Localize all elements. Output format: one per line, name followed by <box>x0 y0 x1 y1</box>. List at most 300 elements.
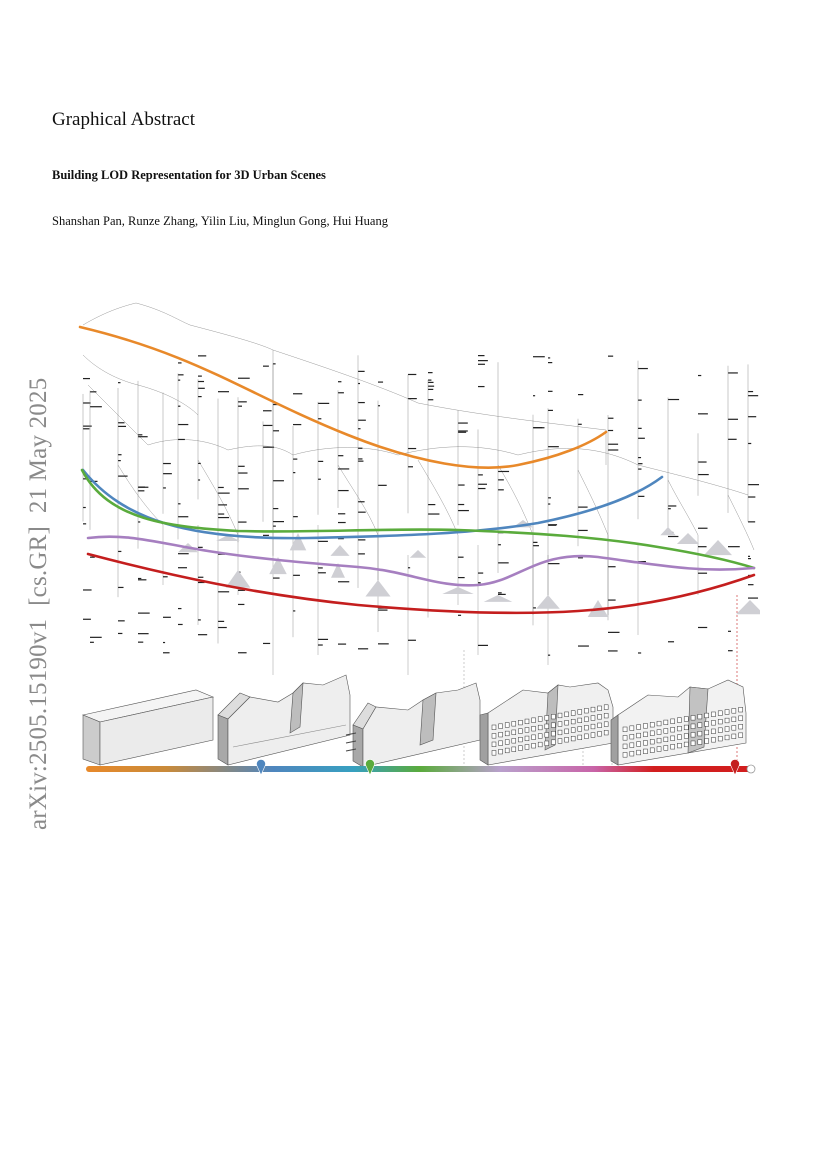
window <box>492 751 496 756</box>
window <box>637 725 641 730</box>
window <box>578 718 582 723</box>
leaf-tick <box>668 505 676 506</box>
leaf-tick <box>358 461 363 462</box>
window <box>565 737 569 742</box>
leaf-tick <box>293 575 300 576</box>
window <box>691 741 695 746</box>
window <box>725 735 729 740</box>
leaf-tick <box>428 386 434 387</box>
leaf-tick <box>458 422 468 423</box>
window <box>664 720 668 725</box>
leaf-tick <box>338 468 349 469</box>
leaf-tick <box>90 642 94 643</box>
window <box>518 737 522 742</box>
window <box>691 724 695 729</box>
lod-slider[interactable] <box>86 759 755 775</box>
lod-tree-figure <box>78 295 760 780</box>
leaf-tick <box>728 650 733 651</box>
leaf-tick <box>748 521 755 522</box>
leaf-tick <box>698 573 707 574</box>
leaf-tick <box>83 426 92 427</box>
leaf-tick <box>668 399 679 400</box>
lod-marker-pin[interactable] <box>731 759 740 775</box>
leaf-tick <box>478 474 483 475</box>
leaf-tick <box>533 542 537 543</box>
window <box>677 743 681 748</box>
leaf-tick <box>318 461 323 462</box>
leaf-tick <box>218 627 227 628</box>
window <box>571 711 575 716</box>
window <box>492 725 496 730</box>
leaf-tick <box>578 645 589 646</box>
window <box>578 727 582 732</box>
leaf-tick <box>263 643 270 644</box>
leaf-tick <box>238 652 247 653</box>
window <box>677 735 681 740</box>
leaf-tick <box>178 503 181 504</box>
window <box>684 734 688 739</box>
leaf-tick <box>118 454 122 455</box>
window <box>538 717 542 722</box>
window <box>711 720 715 725</box>
leaf-tick <box>748 416 756 417</box>
leaf-tick <box>318 639 328 640</box>
window <box>558 722 562 727</box>
leaf-tick <box>638 438 645 439</box>
leaf-tick <box>198 634 207 635</box>
leaf-cluster <box>365 580 390 596</box>
window <box>525 728 529 733</box>
leaf-cluster <box>484 595 513 602</box>
window <box>512 738 516 743</box>
window <box>705 722 709 727</box>
window <box>739 733 743 738</box>
leaf-tick <box>533 607 536 608</box>
window <box>684 725 688 730</box>
window <box>677 726 681 731</box>
author-list: Shanshan Pan, Runze Zhang, Yilin Liu, Minglun Gong, Hui Huang <box>52 214 388 228</box>
leaf-tick <box>338 581 349 582</box>
window <box>623 727 627 732</box>
window <box>718 736 722 741</box>
leaf-tick <box>578 424 582 425</box>
leaf-tick <box>548 497 551 498</box>
leaf-tick <box>90 391 96 392</box>
window <box>584 708 588 713</box>
leaf-tick <box>498 489 504 490</box>
window <box>598 731 602 736</box>
leaf-tick <box>118 551 121 552</box>
leaf-tick <box>548 362 552 363</box>
leaf-tick <box>728 419 738 420</box>
window <box>545 724 549 729</box>
leaf-tick <box>498 471 509 472</box>
window <box>492 742 496 747</box>
leaf-tick <box>293 472 295 473</box>
window <box>630 726 634 731</box>
leaf-cluster <box>410 550 426 558</box>
leaf-tick <box>748 395 758 396</box>
leaf-tick <box>238 401 247 402</box>
leaf-tick <box>358 371 365 372</box>
leaf-tick <box>698 413 708 414</box>
leaf-tick <box>378 381 383 382</box>
leaf-tick <box>218 513 224 514</box>
leaf-tick <box>498 479 504 480</box>
leaf-tick <box>178 608 181 609</box>
leaf-tick <box>138 579 146 580</box>
leaf-tick <box>83 428 89 429</box>
leaf-tick <box>668 641 674 642</box>
leaf-tick <box>458 430 468 431</box>
leaf-tick <box>458 557 464 558</box>
leaf-tick <box>498 592 502 593</box>
leaf-tick <box>293 393 302 394</box>
window <box>505 740 509 745</box>
building-lod-models <box>83 675 746 767</box>
leaf-cluster <box>704 540 732 555</box>
leaf-tick <box>178 424 188 425</box>
leaf-tick <box>498 594 506 595</box>
window <box>643 732 647 737</box>
leaf-tick <box>198 463 201 464</box>
leaf-tick <box>178 516 188 517</box>
leaf-tick <box>218 504 227 505</box>
leaf-tick <box>318 418 321 419</box>
lod-marker-pin[interactable] <box>257 759 266 775</box>
leaf-cluster <box>442 587 473 594</box>
window <box>637 733 641 738</box>
leaf-tick <box>318 572 326 573</box>
leaf-tick <box>138 633 149 634</box>
leaf-tick <box>358 553 365 554</box>
leaf-tick <box>138 613 150 614</box>
window <box>584 734 588 739</box>
building-model-lod2 <box>346 683 480 767</box>
window <box>551 714 555 719</box>
window <box>518 720 522 725</box>
leaf-tick <box>698 474 709 475</box>
leaf-tick <box>293 459 297 460</box>
leaf-tick <box>338 381 341 382</box>
window <box>657 730 661 735</box>
leaf-tick <box>608 418 613 419</box>
leaf-tick <box>83 378 90 379</box>
leaf-tick <box>498 544 501 545</box>
leaf-tick <box>638 496 644 497</box>
leaf-tick <box>138 642 143 643</box>
lod-curve-blue <box>83 470 662 538</box>
leaf-tick <box>638 652 641 653</box>
window <box>551 740 555 745</box>
window <box>505 723 509 728</box>
hierarchy-leaf-clusters <box>178 520 760 617</box>
leaf-tick <box>118 587 124 588</box>
leaf-tick <box>548 446 559 447</box>
leaf-tick <box>638 463 643 464</box>
leaf-tick <box>358 648 368 649</box>
window <box>691 715 695 720</box>
leaf-tick <box>198 381 204 382</box>
window <box>532 743 536 748</box>
window <box>671 736 675 741</box>
window <box>525 719 529 724</box>
leaf-tick <box>338 513 345 514</box>
window <box>732 726 736 731</box>
leaf-tick <box>578 394 583 395</box>
window <box>630 751 634 756</box>
window <box>718 719 722 724</box>
leaf-cluster <box>330 545 349 556</box>
leaf-tick <box>163 487 166 488</box>
leaf-tick <box>358 501 365 502</box>
leaf-tick <box>178 439 185 440</box>
window <box>578 710 582 715</box>
leaf-tick <box>263 410 272 411</box>
lod-slider-knob[interactable] <box>747 765 755 773</box>
leaf-tick <box>408 567 410 568</box>
leaf-tick <box>748 558 751 559</box>
window <box>684 717 688 722</box>
window <box>598 723 602 728</box>
leaf-tick <box>478 355 485 356</box>
leaf-tick <box>218 493 230 494</box>
leaf-tick <box>163 473 172 474</box>
window <box>698 723 702 728</box>
leaf-tick <box>378 610 388 611</box>
window <box>684 742 688 747</box>
leaf-tick <box>138 578 141 579</box>
leaf-tick <box>608 444 618 445</box>
leaf-tick <box>698 546 707 547</box>
leaf-tick <box>548 563 559 564</box>
leaf-tick <box>428 372 433 373</box>
leaf-tick <box>428 380 431 381</box>
leaf-tick <box>358 539 365 540</box>
leaf-tick <box>163 463 171 464</box>
leaf-tick <box>578 557 583 558</box>
leaf-tick <box>338 643 346 644</box>
leaf-tick <box>198 396 202 397</box>
window <box>545 715 549 720</box>
leaf-tick <box>748 496 755 497</box>
window <box>637 742 641 747</box>
window <box>650 731 654 736</box>
leaf-tick <box>478 364 485 365</box>
leaf-tick <box>238 472 248 473</box>
leaf-tick <box>548 357 550 358</box>
window <box>545 732 549 737</box>
building-model-lod1 <box>218 675 350 765</box>
window <box>565 720 569 725</box>
building-model-lod0 <box>83 690 213 765</box>
window <box>732 717 736 722</box>
window <box>532 726 536 731</box>
lod-curve-orange <box>80 327 606 468</box>
leaf-cluster <box>290 533 307 550</box>
leaf-tick <box>118 633 122 634</box>
leaf-tick <box>428 382 434 383</box>
leaf-tick <box>263 447 274 448</box>
window <box>591 707 595 712</box>
window <box>512 747 516 752</box>
leaf-tick <box>698 461 707 462</box>
leaf-tick <box>698 627 707 628</box>
window <box>545 741 549 746</box>
window <box>705 739 709 744</box>
window <box>538 725 542 730</box>
window <box>551 723 555 728</box>
leaf-cluster <box>660 527 675 535</box>
leaf-tick <box>408 640 416 641</box>
leaf-tick <box>478 645 488 646</box>
leaf-tick <box>118 422 125 423</box>
window <box>591 724 595 729</box>
window <box>512 730 516 735</box>
leaf-tick <box>608 632 619 633</box>
lod-curves <box>80 327 754 613</box>
leaf-tick <box>198 479 200 480</box>
window <box>657 721 661 726</box>
leaf-tick <box>428 504 435 505</box>
window <box>637 750 641 755</box>
window <box>725 727 729 732</box>
leaf-tick <box>748 584 754 585</box>
leaf-tick <box>638 400 642 401</box>
leaf-tick <box>378 405 380 406</box>
window <box>558 730 562 735</box>
window <box>578 735 582 740</box>
leaf-tick <box>458 615 461 616</box>
leaf-tick <box>83 589 92 590</box>
leaf-tick <box>378 643 389 644</box>
lod-slider-track[interactable] <box>86 766 754 772</box>
leaf-tick <box>218 391 229 392</box>
leaf-tick <box>118 460 121 461</box>
leaf-tick <box>83 619 91 620</box>
window <box>711 712 715 717</box>
leaf-tick <box>728 372 738 373</box>
window <box>512 721 516 726</box>
leaf-tick <box>358 512 366 513</box>
window <box>538 742 542 747</box>
leaf-tick <box>198 619 201 620</box>
window <box>657 747 661 752</box>
window <box>691 732 695 737</box>
window <box>650 748 654 753</box>
leaf-tick <box>748 391 753 392</box>
leaf-tick <box>478 582 481 583</box>
leaf-tick <box>163 652 170 653</box>
window <box>499 732 503 737</box>
window <box>671 744 675 749</box>
leaf-tick <box>273 480 284 481</box>
leaf-tick <box>318 644 323 645</box>
window <box>732 734 736 739</box>
window <box>718 728 722 733</box>
window <box>565 729 569 734</box>
window <box>650 722 654 727</box>
window <box>671 719 675 724</box>
window <box>630 743 634 748</box>
window <box>598 714 602 719</box>
window <box>732 709 736 714</box>
leaf-tick <box>83 507 86 508</box>
leaf-tick <box>293 610 295 611</box>
leaf-tick <box>338 455 343 456</box>
leaf-tick <box>478 360 488 361</box>
leaf-tick <box>548 503 550 504</box>
window <box>677 718 681 723</box>
leaf-tick <box>358 428 361 429</box>
window <box>698 731 702 736</box>
window <box>558 739 562 744</box>
leaf-tick <box>533 356 545 357</box>
section-heading: Graphical Abstract <box>52 109 195 130</box>
leaf-tick <box>728 631 731 632</box>
window <box>499 724 503 729</box>
leaf-tick <box>90 637 102 638</box>
window <box>664 737 668 742</box>
lod-marker-pin[interactable] <box>366 759 375 775</box>
leaf-tick <box>198 376 202 377</box>
leaf-tick <box>498 562 509 563</box>
leaf-tick <box>458 577 465 578</box>
leaf-tick <box>138 436 148 437</box>
window <box>650 739 654 744</box>
window <box>664 746 668 751</box>
leaf-tick <box>138 521 140 522</box>
leaf-tick <box>608 599 616 600</box>
leaf-tick <box>358 402 365 403</box>
leaf-tick <box>478 572 483 573</box>
leaf-tick <box>178 406 180 407</box>
window <box>565 712 569 717</box>
leaf-tick <box>218 487 224 488</box>
leaf-tick <box>238 488 249 489</box>
leaf-tick <box>428 399 433 400</box>
leaf-tick <box>748 484 759 485</box>
leaf-tick <box>458 432 466 433</box>
window <box>643 724 647 729</box>
window <box>518 729 522 734</box>
arxiv-identifier-stamp: arXiv:2505.15190v1 [cs.GR] 21 May 2025 <box>25 377 52 830</box>
leaf-tick <box>263 366 269 367</box>
leaf-tick <box>198 355 206 356</box>
leaf-tick <box>238 406 242 407</box>
leaf-tick <box>458 484 465 485</box>
leaf-tick <box>218 621 224 622</box>
leaf-tick <box>118 382 120 383</box>
window <box>623 736 627 741</box>
window <box>525 736 529 741</box>
leaf-tick <box>698 528 708 529</box>
window <box>604 722 608 727</box>
leaf-tick <box>178 374 184 375</box>
leaf-tick <box>318 403 329 404</box>
leaf-tick <box>408 398 417 399</box>
window <box>664 729 668 734</box>
paper-title: Building LOD Representation for 3D Urban Scenes <box>52 168 326 182</box>
leaf-tick <box>358 448 362 449</box>
window <box>518 746 522 751</box>
leaf-tick <box>748 443 751 444</box>
leaf-tick <box>178 567 187 568</box>
window <box>591 733 595 738</box>
leaf-tick <box>273 577 280 578</box>
leaf-tick <box>198 577 203 578</box>
window <box>630 734 634 739</box>
